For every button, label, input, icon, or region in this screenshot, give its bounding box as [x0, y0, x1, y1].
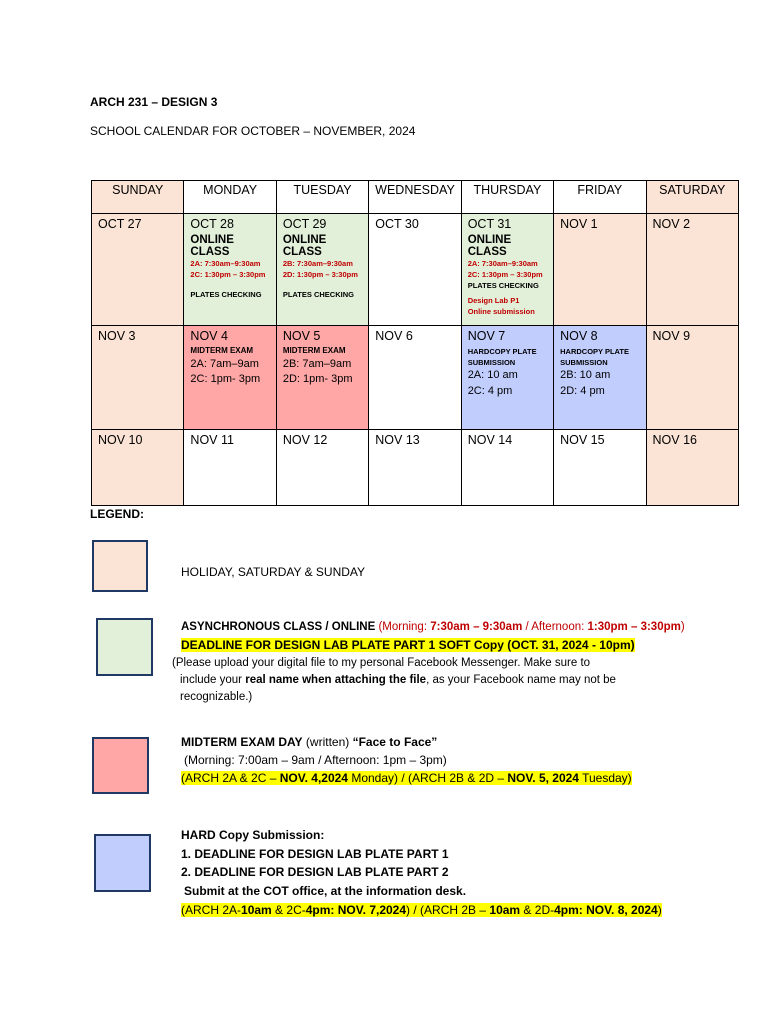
text-fragment: include your [180, 674, 246, 686]
event-line: PLATES CHECKING [467, 280, 539, 290]
calendar-table [91, 180, 739, 506]
calendar-subtitle: SCHOOL CALENDAR FOR OCTOBER – NOVEMBER, 2024 [90, 124, 416, 138]
text-fragment: ) [657, 903, 662, 917]
legend-swatch-holiday [92, 540, 148, 592]
day-date: NOV 13 [375, 433, 420, 447]
header-wednesday: WEDNESDAY [369, 181, 461, 214]
text-fragment: 1. DEADLINE FOR DESIGN LAB PLATE PART 1 [181, 847, 449, 861]
event-line: 2A: 7:30am–9:30am [467, 259, 538, 269]
week-row-3 [92, 430, 739, 506]
text-fragment: (ARCH 2A- [181, 903, 242, 917]
course-title: ARCH 231 – DESIGN 3 [90, 95, 218, 109]
text-fragment: 7:30am – 9:30am [430, 621, 523, 633]
day-date: NOV 1 [560, 217, 598, 231]
event-line: 2B: 7am–9am [282, 357, 352, 370]
day-cell-nov11 [184, 430, 276, 506]
event-title: ONLINE CLASS [190, 233, 234, 259]
day-cell-nov10 [92, 430, 184, 506]
day-date: OCT 29 [282, 217, 327, 231]
text-fragment: 4pm [305, 903, 331, 917]
legend-midterm-times: (Morning: 7:00am – 9am / Afternoon: 1pm – 3pm) [184, 753, 447, 767]
event-title: ONLINE CLASS [467, 233, 512, 259]
text-fragment: & 2C- [271, 903, 306, 917]
text-fragment: : NOV. 8, 2024 [578, 903, 658, 917]
day-date: NOV 4 [190, 329, 228, 343]
text-fragment: Tuesday) [578, 771, 632, 785]
schedule-highlight [181, 903, 662, 917]
header-tuesday: TUESDAY [276, 181, 368, 214]
day-date: NOV 16 [652, 433, 697, 447]
day-cell-nov16 [646, 430, 738, 506]
day-cell-oct31 [461, 214, 553, 326]
event-line: Online submission [467, 306, 535, 316]
day-date: OCT 30 [375, 217, 419, 231]
day-date: NOV 7 [467, 329, 506, 343]
event-line: 2A: 7am–9am [190, 357, 259, 370]
day-date: NOV 9 [652, 329, 691, 343]
day-date: NOV 15 [560, 433, 605, 447]
event-line: 2D: 1pm- 3pm [282, 372, 353, 385]
header-thursday: THURSDAY [461, 181, 553, 214]
event-title: HARDCOPY PLATE [467, 346, 537, 356]
day-cell-nov7 [461, 326, 553, 430]
day-cell-nov3 [92, 326, 184, 430]
event-title: MIDTERM EXAM [190, 345, 254, 355]
legend-online-line [181, 618, 685, 636]
text-fragment: NOV. 4,2024 [279, 771, 348, 785]
legend-hard-schedule [181, 901, 662, 919]
day-cell-nov2 [646, 214, 738, 326]
day-date: NOV 3 [98, 329, 136, 343]
text-fragment: 2. DEADLINE FOR DESIGN LAB PLATE PART 2 [181, 865, 449, 879]
legend-online-note-2 [180, 671, 616, 689]
week-row-2 [92, 326, 739, 430]
day-cell-nov12 [276, 430, 368, 506]
day-date: NOV 6 [375, 329, 413, 343]
text-fragment: : NOV. 7,2024 [330, 903, 407, 917]
day-cell-nov9 [646, 326, 738, 430]
day-date: OCT 31 [467, 217, 512, 231]
day-cell-nov13 [369, 430, 461, 506]
text-fragment: 1:30pm – 3:30pm [587, 621, 681, 633]
legend-midterm-label: MIDTERM EXAM DAY [181, 735, 303, 749]
header-sunday: SUNDAY [92, 181, 184, 214]
day-date: NOV 12 [282, 433, 328, 447]
legend-swatch-online [96, 618, 153, 676]
day-cell-nov8 [554, 326, 646, 430]
event-line: 2C: 1:30pm – 3:30pm [190, 269, 266, 279]
text-fragment: 10am [489, 903, 521, 917]
event-line: Design Lab P1 [467, 295, 520, 305]
day-cell-nov15 [554, 430, 646, 506]
day-date: NOV 14 [467, 433, 513, 447]
event-line: PLATES CHECKING [282, 289, 354, 299]
event-title: ONLINE CLASS [282, 233, 327, 259]
text-fragment: & 2D- [520, 903, 555, 917]
legend-hard-item-2 [181, 863, 449, 881]
day-cell-oct30 [369, 214, 461, 326]
day-date: NOV 2 [652, 217, 691, 231]
event-title: SUBMISSION [467, 358, 516, 367]
legend-online-note-3: recognizable.) [180, 691, 253, 703]
legend-hard-submit [184, 882, 466, 900]
day-date: OCT 28 [190, 217, 234, 231]
day-date: NOV 8 [560, 329, 598, 343]
legend-title: LEGEND: [90, 507, 144, 521]
header-saturday: SATURDAY [646, 181, 738, 214]
day-cell-oct28 [184, 214, 276, 326]
legend-online-note-1: (Please upload your digital file to my personal Facebook Messenger. Make sure to [172, 657, 591, 669]
event-line: 2D: 1:30pm – 3:30pm [282, 269, 358, 279]
legend-online-deadline [181, 636, 635, 654]
text-fragment: (Morning: [378, 621, 431, 633]
event-title: HARDCOPY PLATE [560, 346, 630, 356]
text-fragment: 4pm [554, 903, 579, 917]
legend-hard-label [181, 826, 324, 844]
legend-midterm-line [181, 733, 437, 751]
event-line: 2A: 7:30am–9:30am [190, 259, 261, 269]
deadline-highlight: DEADLINE FOR DESIGN LAB PLATE PART 1 SOFT Copy (OCT. 31, 2024 - 10pm) [181, 638, 635, 652]
day-cell-nov5 [276, 326, 368, 430]
event-line: 2C: 4 pm [467, 384, 513, 397]
schedule-highlight [181, 771, 632, 785]
day-cell-nov1 [554, 214, 646, 326]
text-fragment: , as your Facebook name may not be [426, 674, 616, 686]
text-fragment: NOV. 5, 2024 [507, 771, 579, 785]
header-monday: MONDAY [184, 181, 276, 214]
day-date: NOV 10 [98, 433, 143, 447]
text-fragment: ) / (ARCH 2B – [406, 903, 490, 917]
legend-online-label: ASYNCHRONOUS CLASS / ONLINE [181, 621, 376, 633]
text-fragment: HARD Copy Submission: [181, 828, 325, 842]
legend-hard-item-1 [181, 845, 449, 863]
text-fragment: ) [680, 621, 685, 633]
day-date: OCT 27 [98, 217, 142, 231]
text-fragment: (ARCH 2A & 2C – [181, 771, 280, 785]
event-title: SUBMISSION [560, 358, 608, 367]
text-fragment: real name when attaching the file [245, 674, 427, 686]
event-line: 2C: 1:30pm – 3:30pm [467, 269, 543, 279]
event-line: 2A: 10 am [467, 369, 518, 382]
event-line: 2B: 10 am [560, 369, 611, 382]
header-friday: FRIDAY [554, 181, 646, 214]
event-line: 2C: 1pm- 3pm [190, 372, 261, 385]
text-fragment: Submit at the COT office, at the information desk. [184, 884, 467, 898]
weekday-header-row [92, 181, 739, 214]
event-title: MIDTERM EXAM [282, 345, 346, 355]
day-date: NOV 11 [190, 433, 234, 447]
text-fragment: (written) [302, 735, 353, 749]
day-cell-nov14 [461, 430, 553, 506]
day-cell-nov6 [369, 326, 461, 430]
day-cell-oct27 [92, 214, 184, 326]
event-line: 2D: 4 pm [560, 384, 605, 397]
day-date: NOV 5 [282, 329, 321, 343]
legend-midterm-schedule [181, 769, 632, 787]
event-line: PLATES CHECKING [190, 289, 262, 299]
legend-online-times [378, 621, 684, 633]
event-line: 2B: 7:30am–9:30am [282, 259, 353, 269]
text-fragment: “Face to Face” [352, 735, 438, 749]
legend-holiday-label: HOLIDAY, SATURDAY & SUNDAY [181, 565, 366, 579]
text-fragment: 10am [241, 903, 272, 917]
legend-swatch-hardcopy [94, 834, 151, 892]
legend-swatch-midterm [92, 737, 149, 794]
text-fragment: Monday) / (ARCH 2B & 2D – [347, 771, 508, 785]
week-row-1 [92, 214, 739, 326]
day-cell-oct29 [276, 214, 368, 326]
day-cell-nov4 [184, 326, 276, 430]
text-fragment: / Afternoon: [522, 621, 588, 633]
